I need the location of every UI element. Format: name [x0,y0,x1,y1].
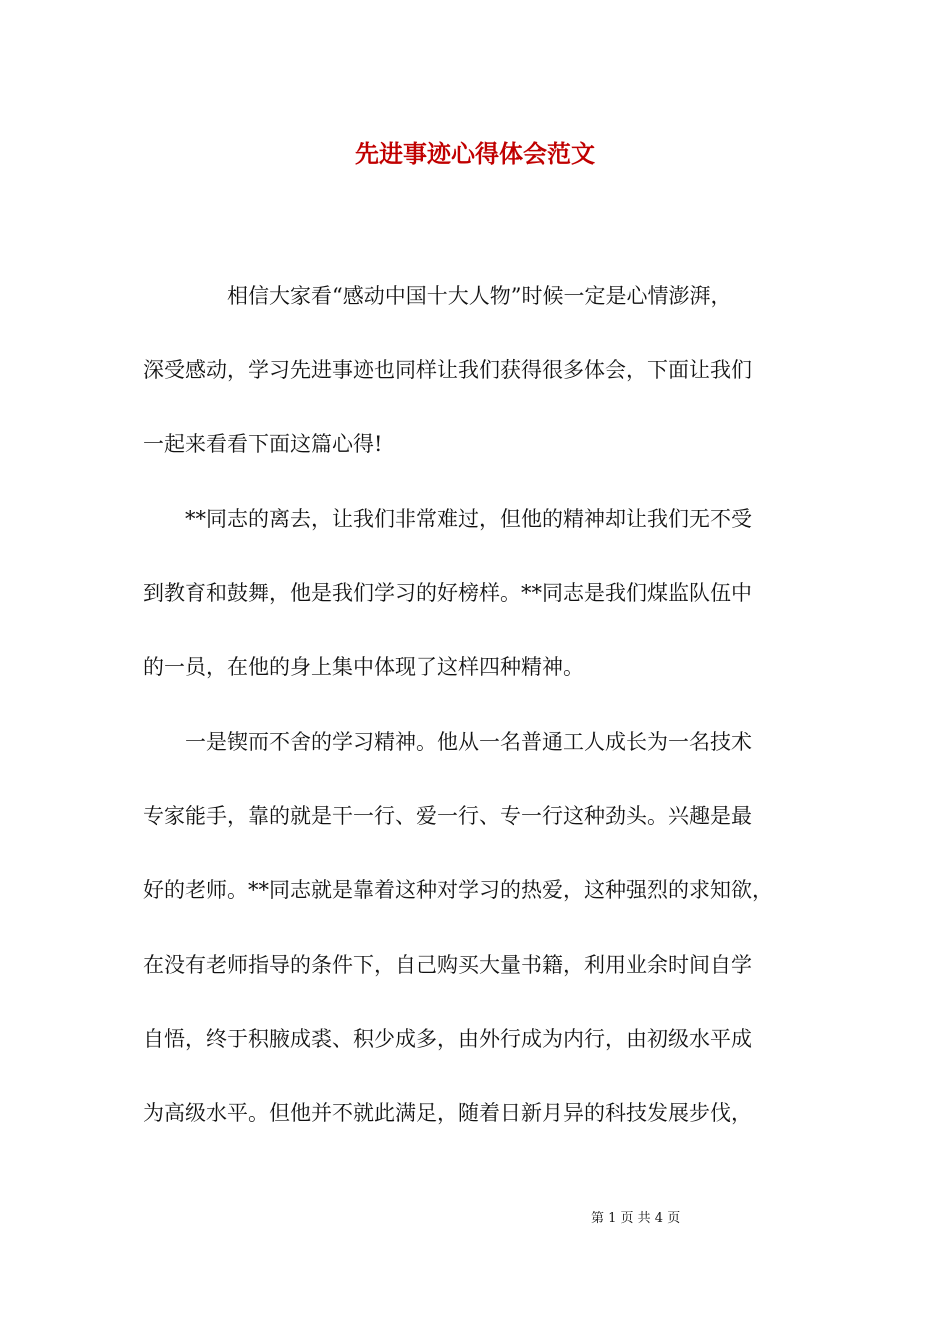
page-title: 先进事迹心得体会范文 [355,139,595,168]
body-line: 到教育和鼓舞，他是我们学习的好榜样。**同志是我们煤监队伍中 [143,581,752,605]
body-line: 专家能手，靠的就是干一行、爱一行、专一行这种劲头。兴趣是最 [143,804,752,828]
body-line: 深受感动，学习先进事迹也同样让我们获得很多体会，下面让我们 [143,358,752,382]
body-line: 相信大家看“感动中国十大人物”时候一定是心情澎湃， [143,284,732,308]
body-line: 好的老师。**同志就是靠着这种对学习的热爱，这种强烈的求知欲， [143,878,773,902]
body-line: 为高级水平。但他并不就此满足，随着日新月异的科技发展步伐， [143,1101,752,1125]
body-line: **同志的离去，让我们非常难过，但他的精神却让我们无不受 [143,507,752,531]
page-number-footer: 第 1 页 共 4 页 [591,1211,681,1226]
body-line: 自悟，终于积腋成裘、积少成多，由外行成为内行，由初级水平成 [143,1027,752,1051]
body-line: 一是锲而不舍的学习精神。他从一名普通工人成长为一名技术 [143,730,752,754]
body-line: 一起来看看下面这篇心得! [143,432,383,456]
body-line: 在没有老师指导的条件下，自己购买大量书籍，利用业余时间自学 [143,953,752,977]
body-line: 的一员，在他的身上集中体现了这样四种精神。 [143,655,584,679]
